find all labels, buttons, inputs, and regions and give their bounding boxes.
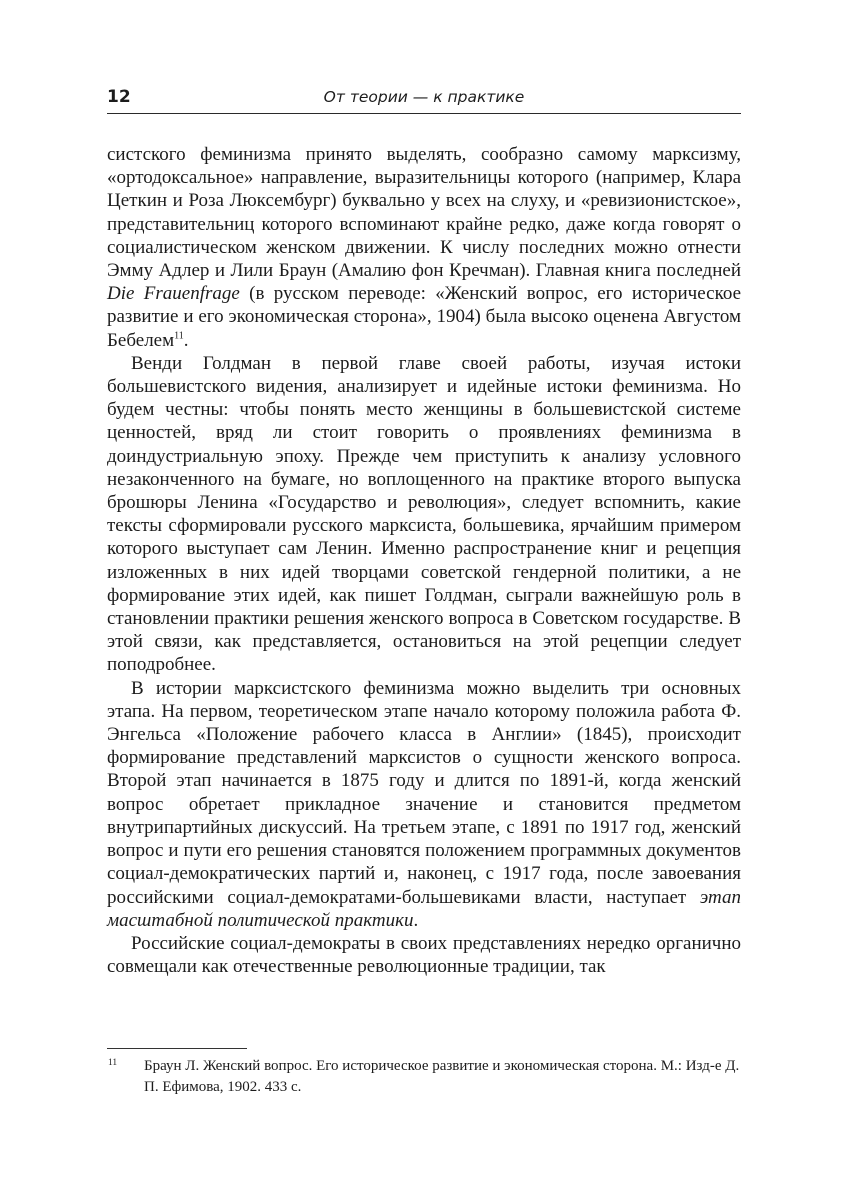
book-title-italic: Die Frauenfrage [107, 283, 240, 305]
paragraph: В истории марксистского феминизма можно выделить три основных этапа. На первом, теоретическом этапе начало которому положила работа Ф. Энгельса «Положение рабочего класса в Англии» (1845), происходит формирование представлений марксистов о сущности женского вопроса. Второй этап начинается в 1875 году и длится по 1891-й, когда женский вопрос обретает прикладное значение и становится предметом внутрипартийных дискуссий. На третьем этапе, с 1891 по 1917 год, женский вопрос и пути его решения становятся положением программных документов социал-демократических партий и, наконец, с 1917 года, после завоевания российскими социал-демократами-большевиками власти, наступает этап масштабной политической практики. [107, 677, 741, 931]
running-header [107, 84, 741, 112]
paragraph-continued: систского феминизма принято выделять, сообразно самому марксизму, «ортодоксальное» направление, выразительницы которого (например, Клара Цеткин и Роза Люксембург) буквально у всех на слуху, и «ревизионистское», представительниц которого вспоминают крайне редко, даже когда говорят о социалистическом женском движении. К числу последних можно отнести Эмму Адлер и Лили Браун (Амалию фон Кречман). Главная книга последней Die Frauenfrage (в русском переводе: «Женский вопрос, его историческое развитие и его экономическая сторона», 1904) была высоко оценена Августом Бебелем$^{11}$. [107, 144, 741, 351]
paragraph: Венди Голдман в первой главе своей работы, изучая истоки большевистского видения, анализирует и идейные истоки феминизма. Но будем честны: чтобы понять место женщины в большевистской системе ценностей, вряд ли стоит говорить о проявлениях феминизма в доиндустриальную эпоху. Прежде чем приступить к анализу условного незаконченного на бумаге, но воплощенного на практике второго выпуска брошюры Ленина «Государство и революция», следует вспомнить, какие тексты сформировали русского марксиста, большевика, ярчайшим примером которого выступает сам Ленин. Именно распространение книг и рецепция изложенных в них идей творцами советской гендерной политики, а не формирование этих идей, как пишет Голдман, сыграли важнейшую роль в становлении практики решения женского вопроса в Советском государстве. В этой связи, как представляется, остановиться на этой рецепции следует поподробнее. [107, 352, 741, 676]
footnote-text: Браун Л. Женский вопрос. Его историческое развитие и экономическая сторона. М.: Изд-е Д. П. Ефимова, 1902. 433 с. [144, 1058, 740, 1095]
header-rule [107, 113, 741, 114]
footnote-number: 11 [108, 1058, 118, 1068]
footnote-ref: 11 [174, 330, 184, 342]
emphasis-italic: этап масштабной политической практики [107, 886, 741, 931]
body-text [107, 143, 741, 978]
page-number: 12 [107, 87, 131, 107]
paragraph: Российские социал-демократы в своих представлениях нередко органично совмещали как отечественные революционные традиции, так [107, 932, 741, 978]
running-title: От теории — к практике [323, 88, 525, 106]
footnote-rule [107, 1048, 247, 1049]
footnote [107, 1056, 741, 1097]
